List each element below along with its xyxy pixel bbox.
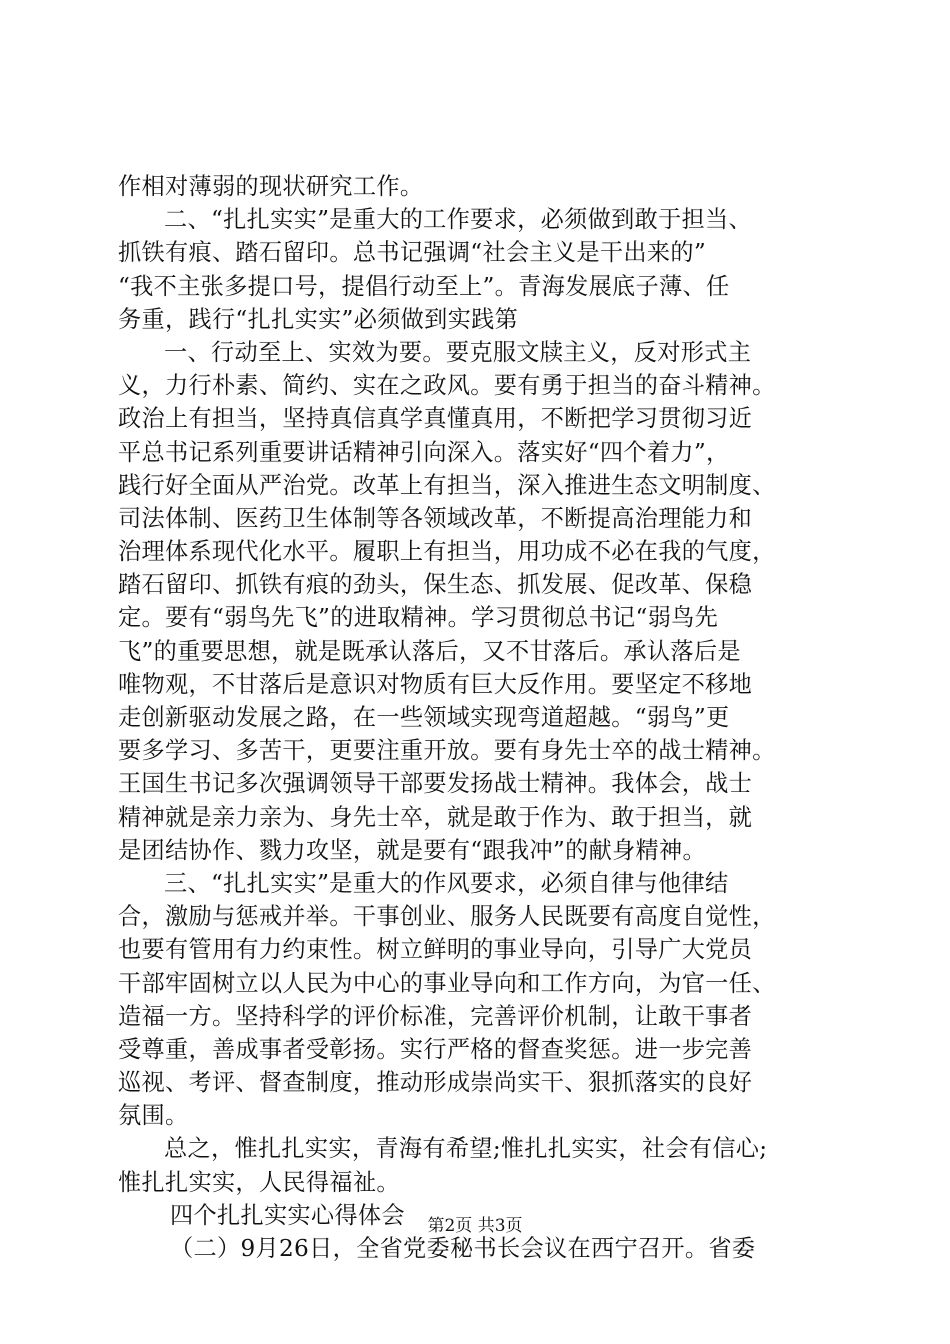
text-line: （二）9月26日，全省党委秘书长会议在西宁召开。省委 xyxy=(170,1235,756,1262)
text-line: “我不主张多提口号，提倡行动至上”。青海发展底子薄、任 xyxy=(118,272,730,300)
text-line: 三、“扎扎实实”是重大的作风要求，必须自律与他律结 xyxy=(164,869,729,897)
text-line: 践行好全面从严治党。改革上有担当，深入推进生态文明制度、 xyxy=(118,471,776,499)
document-body xyxy=(118,170,838,1265)
text-line: 政治上有担当，坚持真信真学真懂真用，不断把学习贯彻习近 xyxy=(118,405,753,433)
text-line: 平总书记系列重要讲话精神引向深入。落实好“四个着力”， xyxy=(118,438,730,466)
text-line: 氛围。 xyxy=(118,1102,189,1130)
text-line: 也要有管用有力约束性。树立鲜明的事业导向，引导广大党员 xyxy=(118,936,753,964)
text-line: 义，力行朴素、简约、实在之政风。要有勇于担当的奋斗精神。 xyxy=(118,372,776,400)
text-line: 惟扎扎实实，人民得福祉。 xyxy=(118,1168,400,1196)
text-line: 治理体系现代化水平。履职上有担当，用功成不必在我的气度， xyxy=(118,538,776,566)
text-line: 干部牢固树立以人民为中心的事业导向和工作方向，为官一任、 xyxy=(118,969,776,997)
text-line: 务重，践行“扎扎实实”必须做到实践第 xyxy=(118,305,519,333)
text-line: 受尊重，善成事者受彰扬。实行严格的督查奖惩。进一步完善 xyxy=(118,1035,753,1063)
text-line: 作相对薄弱的现状研究工作。 xyxy=(118,173,424,200)
text-line: 要多学习、多苦干，更要注重开放。要有身先士卒的战士精神。 xyxy=(118,737,776,765)
text-line: 走创新驱动发展之路，在一些领域实现弯道超越。“弱鸟”更 xyxy=(118,704,730,731)
text-line: 踏石留印、抓铁有痕的劲头，保生态、抓发展、促改革、保稳 xyxy=(118,571,753,599)
text-line: 总之，惟扎扎实实，青海有希望;惟扎扎实实，社会有信心; xyxy=(164,1135,768,1163)
text-line: 二、“扎扎实实”是重大的工作要求，必须做到敢于担当、 xyxy=(164,206,753,234)
text-line: 造福一方。坚持科学的评价标准，完善评价机制，让敢干事者 xyxy=(118,1002,753,1030)
text-line: 精神就是亲力亲为、身先士卒，就是敢于作为、敢于担当，就 xyxy=(118,803,753,831)
text-line: 一、行动至上、实效为要。要克服文牍主义，反对形式主 xyxy=(164,338,752,366)
text-line: 王国生书记多次强调领导干部要发扬战士精神。我体会，战士 xyxy=(118,770,753,798)
text-line: 唯物观，不甘落后是意识对物质有巨大反作用。要坚定不移地 xyxy=(118,670,753,698)
text-line: 抓铁有痕、踏石留印。总书记强调“社会主义是干出来的” xyxy=(118,239,707,267)
text-line: 是团结协作、戮力攻坚，就是要有“跟我冲”的献身精神。 xyxy=(118,836,707,864)
text-line: 定。要有“弱鸟先飞”的进取精神。学习贯彻总书记“弱鸟先 xyxy=(118,604,719,632)
text-line: 司法体制、医药卫生体制等各领域改革，不断提高治理能力和 xyxy=(118,504,753,532)
section-heading: 四个扎扎实实心得体会 xyxy=(170,1201,405,1229)
text-line: 巡视、考评、督查制度，推动形成崇尚实干、狠抓落实的良好 xyxy=(118,1069,753,1097)
text-line: 合，激励与惩戒并举。干事创业、服务人民既要有高度自觉性， xyxy=(118,903,776,931)
page-number-footer: 第2页 共3页 xyxy=(427,1216,523,1236)
text-line: 飞”的重要思想，就是既承认落后，又不甘落后。承认落后是 xyxy=(118,637,741,665)
